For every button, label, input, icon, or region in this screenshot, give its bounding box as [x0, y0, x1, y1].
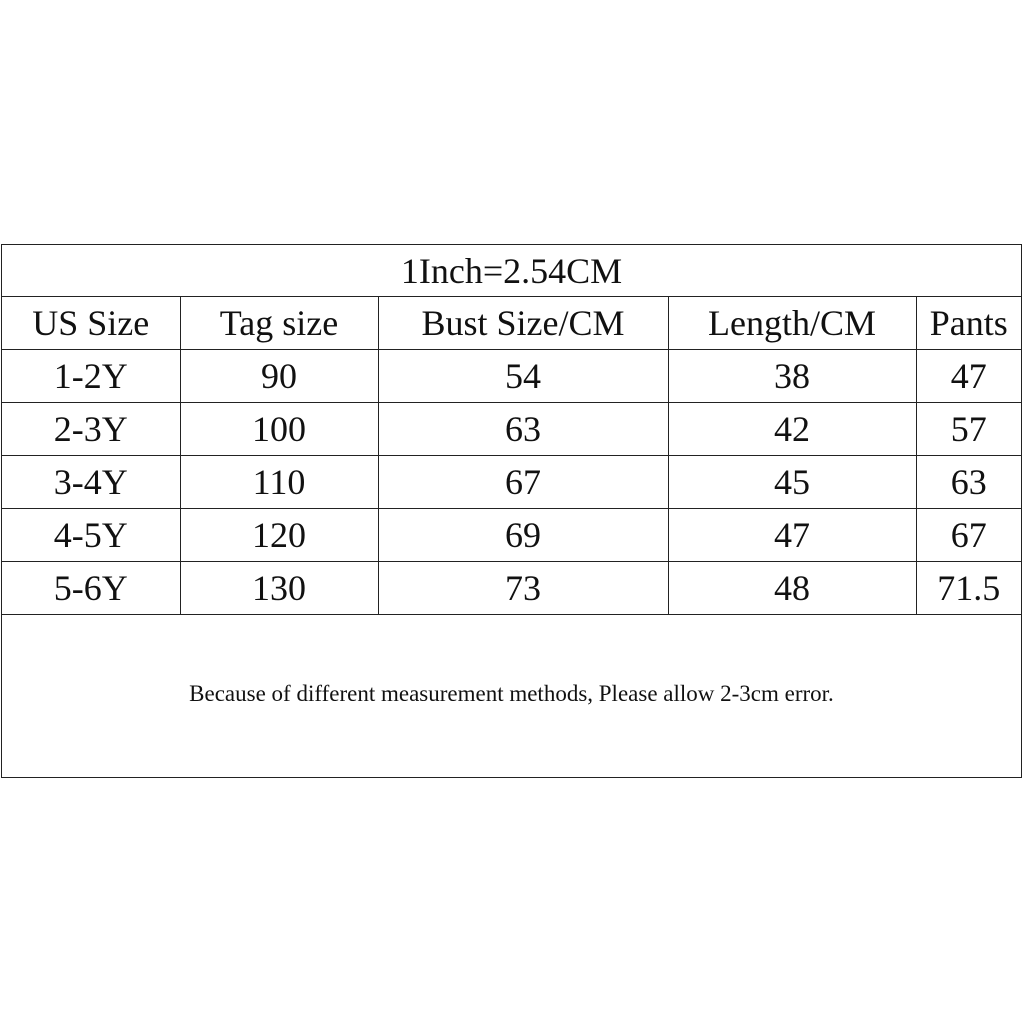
- header-pants: Pants: [916, 297, 1021, 350]
- cell-pants: 67: [916, 509, 1021, 562]
- cell-us-size: 3-4Y: [2, 456, 180, 509]
- size-table: [2, 245, 1021, 615]
- header-tag-size: Tag size: [180, 297, 378, 350]
- cell-us-size: 1-2Y: [2, 350, 180, 403]
- cell-us-size: 4-5Y: [2, 509, 180, 562]
- cell-length: 45: [668, 456, 916, 509]
- conversion-row: [2, 245, 1021, 297]
- cell-bust-size: 63: [378, 403, 668, 456]
- cell-tag-size: 100: [180, 403, 378, 456]
- cell-bust-size: 54: [378, 350, 668, 403]
- cell-length: 47: [668, 509, 916, 562]
- cell-tag-size: 130: [180, 562, 378, 615]
- cell-pants: 71.5: [916, 562, 1021, 615]
- cell-pants: 63: [916, 456, 1021, 509]
- header-row: [2, 297, 1021, 350]
- header-bust-size: Bust Size/CM: [378, 297, 668, 350]
- table-row: [2, 403, 1021, 456]
- table-row: [2, 509, 1021, 562]
- cell-us-size: 5-6Y: [2, 562, 180, 615]
- cell-us-size: 2-3Y: [2, 403, 180, 456]
- cell-tag-size: 90: [180, 350, 378, 403]
- table-row: [2, 350, 1021, 403]
- cell-tag-size: 110: [180, 456, 378, 509]
- cell-bust-size: 73: [378, 562, 668, 615]
- table-row: [2, 562, 1021, 615]
- cell-tag-size: 120: [180, 509, 378, 562]
- cell-length: 42: [668, 403, 916, 456]
- cell-length: 38: [668, 350, 916, 403]
- header-length: Length/CM: [668, 297, 916, 350]
- header-us-size: US Size: [2, 297, 180, 350]
- cell-bust-size: 69: [378, 509, 668, 562]
- cell-pants: 57: [916, 403, 1021, 456]
- table-row: [2, 456, 1021, 509]
- size-chart: [1, 244, 1022, 778]
- cell-bust-size: 67: [378, 456, 668, 509]
- cell-length: 48: [668, 562, 916, 615]
- conversion-caption: 1Inch=2.54CM: [2, 245, 1021, 297]
- cell-pants: 47: [916, 350, 1021, 403]
- measurement-note: Because of different measurement methods, Please allow 2-3cm error.: [189, 681, 834, 706]
